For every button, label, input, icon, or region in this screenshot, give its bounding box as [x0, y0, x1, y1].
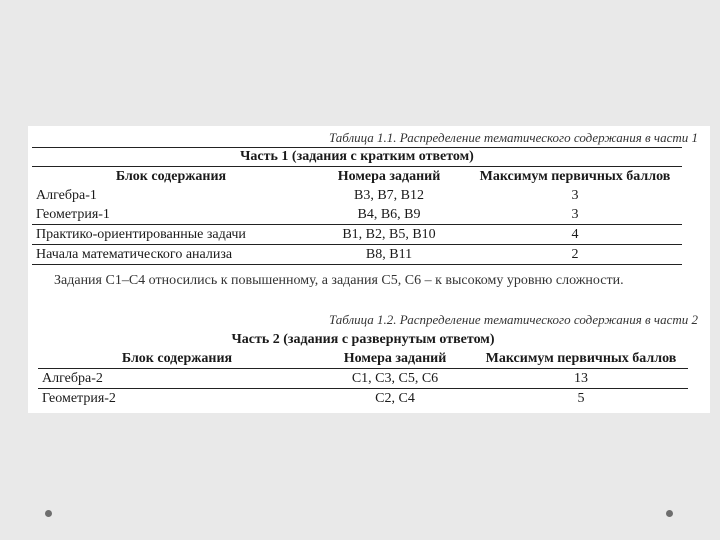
table-row — [32, 186, 682, 205]
table2 — [38, 331, 688, 408]
table2-caption: Таблица 1.2. Распределение тематического содержания в части 2 — [329, 312, 698, 327]
table-row — [32, 225, 682, 245]
table1-cell: 3 — [571, 207, 579, 222]
table2-cell: Геометрия-2 — [42, 391, 116, 406]
table1-title: Часть 1 (задания с кратким ответом) — [32, 148, 682, 167]
table2-cell: 5 — [577, 391, 585, 406]
table1-header-points: Максимум первичных баллов — [479, 169, 671, 184]
table1-cell: В1, В2, В5, В10 — [310, 225, 468, 245]
table1-cell: 4 — [468, 225, 682, 245]
table2-cell: С1, С3, С5, С6 — [316, 369, 474, 389]
table1-cell: Геометрия-1 — [36, 207, 110, 222]
table1-cell: Начала математического анализа — [32, 245, 310, 265]
body-paragraph: Задания С1–С4 относились к повышенному, а задания С5, С6 – к высокому уровню сложности. — [54, 273, 624, 288]
table1-cell: Алгебра-1 — [36, 188, 97, 203]
slide-dot-right — [666, 510, 673, 517]
table-row — [32, 245, 682, 265]
table1-cell: 3 — [571, 188, 579, 203]
table1 — [32, 147, 682, 265]
table1-header-block: Блок содержания — [115, 169, 227, 184]
table1-header-tasks: Номера заданий — [337, 169, 441, 184]
table1-cell: 2 — [468, 245, 682, 265]
table1-caption: Таблица 1.1. Распределение тематического содержания в части 1 — [329, 130, 698, 145]
table-row — [38, 369, 688, 389]
table2-cell: 13 — [474, 369, 688, 389]
slide-dot-left — [45, 510, 52, 517]
table1-cell: В4, В6, В9 — [357, 207, 421, 222]
table2-cell: С2, С4 — [375, 391, 415, 406]
table1-cell: В8, В11 — [310, 245, 468, 265]
table2-header-points: Максимум первичных баллов — [474, 349, 688, 369]
table2-cell: Алгебра-2 — [38, 369, 316, 389]
table-row — [38, 389, 688, 409]
table2-title: Часть 2 (задания с развернутым ответом) — [231, 332, 495, 347]
document-page — [28, 126, 710, 413]
table1-cell: В3, В7, В12 — [353, 188, 424, 203]
table1-cell: Практико-ориентированные задачи — [32, 225, 310, 245]
table2-header-tasks: Номера заданий — [316, 349, 474, 369]
table2-header-block: Блок содержания — [38, 349, 316, 369]
table-row — [32, 205, 682, 225]
